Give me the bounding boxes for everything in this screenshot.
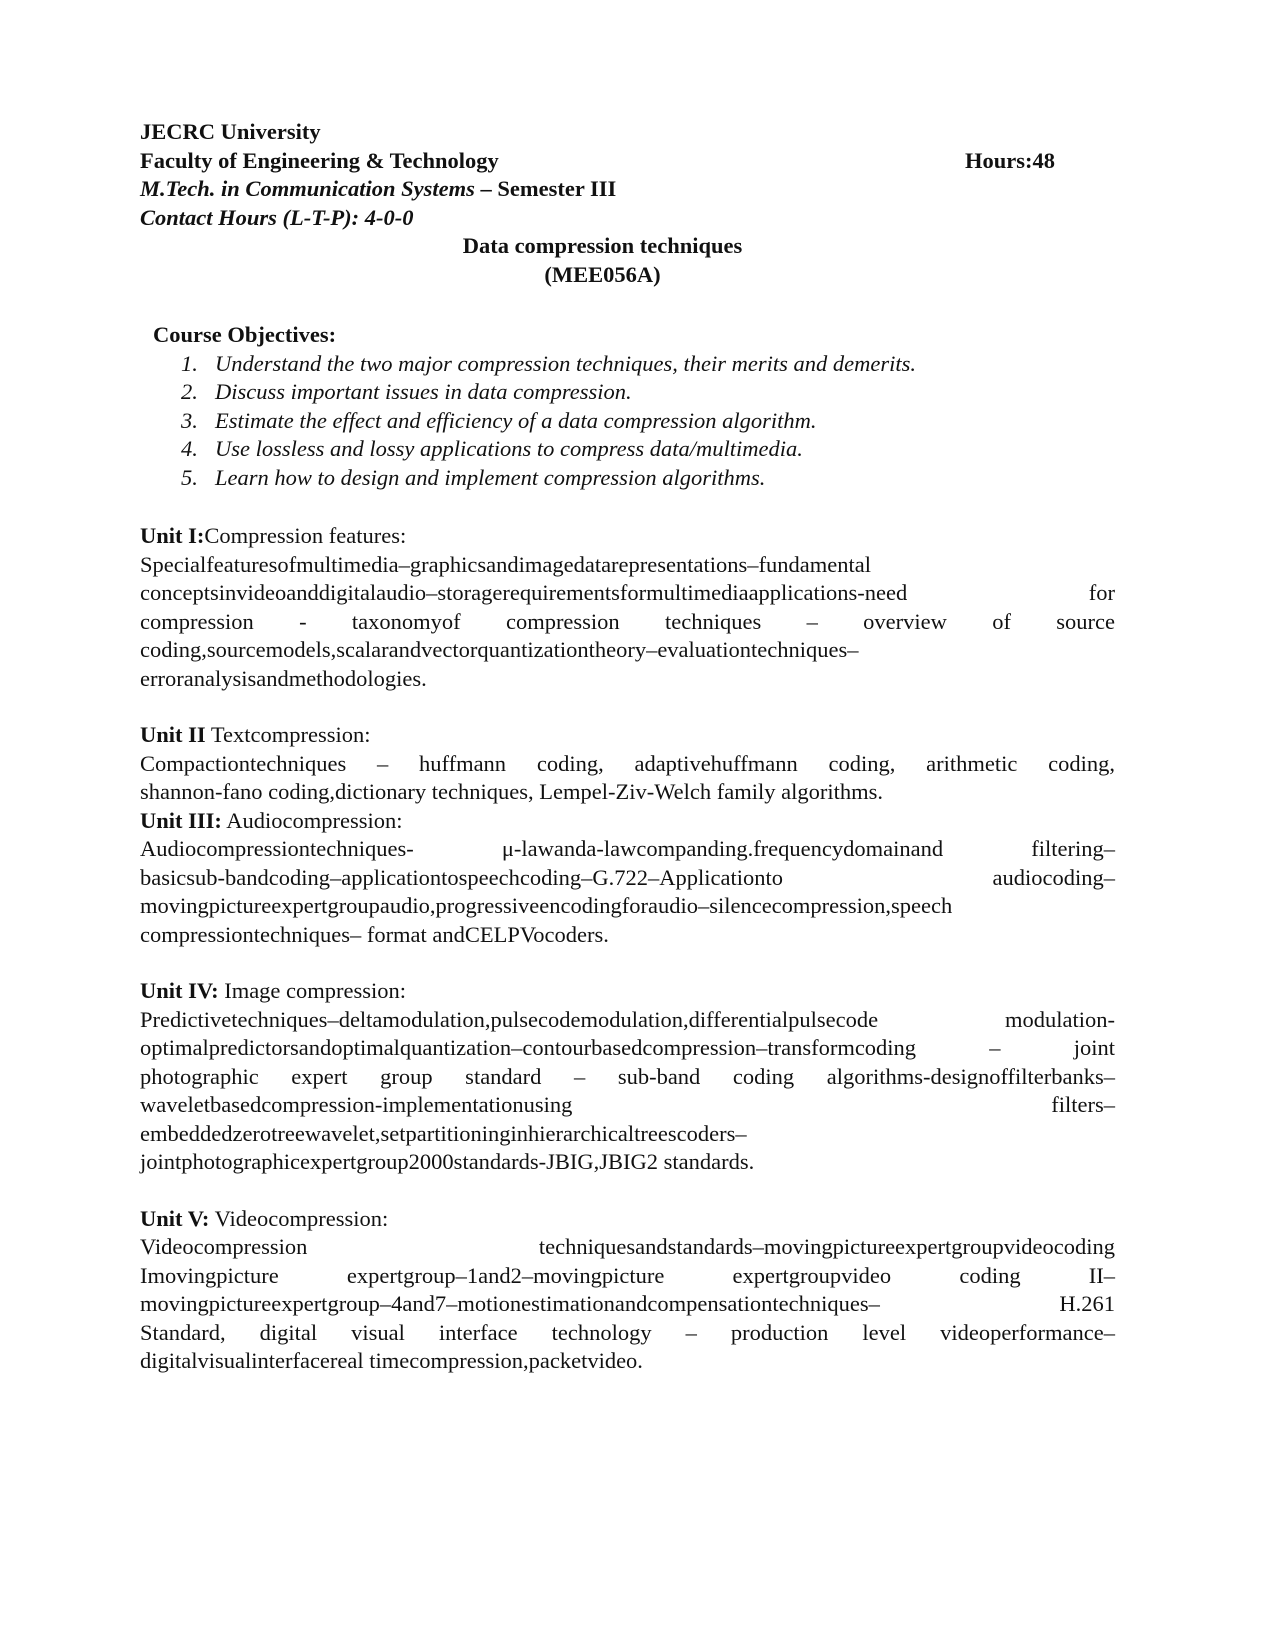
unit-label: Unit III: (140, 807, 222, 833)
objective-number: 2. (181, 379, 198, 404)
unit-line: digitalvisualinterfacereal timecompression,packetvideo. (140, 1348, 643, 1373)
unit-line: Imovingpicture expertgroup–1and2–movingpicture expertgroupvideo coding II– (140, 1262, 1115, 1288)
unit-label: Unit I: (140, 523, 205, 548)
unit-line: Specialfeaturesofmultimedia–graphicsandimagedatarepresentations–fundamental (140, 551, 871, 577)
faculty-name: Faculty of Engineering & Technology (140, 147, 499, 173)
objective-text: Discuss important issues in data compression. (215, 379, 632, 404)
objective-text: Learn how to design and implement compression algorithms. (215, 464, 766, 490)
unit-title: Image compression: (218, 978, 407, 1003)
unit-label: Unit II (140, 722, 206, 747)
objective-item (153, 435, 1115, 464)
unit-line: movingpictureexpertgroup–4and7–motionestimationandcompensationtechniques– H.261 (140, 1291, 1115, 1316)
objectives-list (153, 350, 1115, 493)
unit-3 (140, 807, 1115, 950)
unit-content (140, 1233, 1115, 1376)
unit-5 (140, 1205, 1115, 1376)
unit-line: movingpictureexpertgroupaudio,progressiveencodingforaudio–silencecompression,speech (140, 893, 953, 918)
unit-title: Audiocompression: (221, 807, 403, 833)
unit-line: Predictivetechniques–deltamodulation,pulsecodemodulation,differentialpulsecode modulation- (140, 1006, 1115, 1032)
objective-number: 3. (181, 407, 198, 433)
objective-text: Understand the two major compression techniques, their merits and demerits. (215, 350, 916, 376)
semester: – Semester III (474, 176, 617, 201)
unit-line: jointphotographicexpertgroup2000standards-JBIG,JBIG2 standards. (140, 1149, 755, 1174)
unit-line: embeddedzerotreewavelet,setpartitioninginhierarchicaltreescoders– (140, 1120, 747, 1146)
unit-line: compressiontechniques– format andCELPVocoders. (140, 921, 609, 947)
unit-line: compression - taxonomyof compression techniques – overview of source (140, 608, 1115, 634)
contact-hours: Contact Hours (L-T-P): 4-0-0 (140, 204, 414, 230)
objective-number: 5. (181, 464, 198, 490)
unit-title: Videocompression: (209, 1205, 389, 1231)
unit-label: Unit IV: (140, 978, 219, 1003)
unit-line: coding,sourcemodels,scalarandvectorquantizationtheory–evaluationtechniques– (140, 637, 859, 662)
objective-text: Use lossless and lossy applications to compress data/multimedia. (215, 436, 803, 461)
unit-4 (140, 977, 1115, 1177)
course-code: (MEE056A) (544, 261, 661, 287)
unit-line: photographic expert group standard – sub-band coding algorithms-designoffilterbanks– (140, 1063, 1115, 1089)
unit-label: Unit V: (140, 1205, 210, 1231)
unit-1 (140, 522, 1115, 693)
unit-content (140, 835, 1115, 949)
objective-item (153, 407, 1115, 436)
unit-heading (140, 522, 1115, 551)
unit-line: basicsub-bandcoding–applicationtospeechcoding–G.722–Applicationto audiocoding– (140, 864, 1115, 890)
program-line (140, 175, 1115, 204)
unit-line: Videocompression techniquesandstandards–movingpictureexpertgroupvideocoding (140, 1234, 1115, 1259)
objective-item (153, 350, 1115, 379)
syllabus-page (140, 118, 1115, 1376)
course-title: Data compression techniques (462, 233, 743, 258)
unit-2 (140, 721, 1115, 807)
unit-title: Compression features: (204, 523, 407, 548)
objective-text: Estimate the effect and efficiency of a data compression algorithm. (215, 407, 817, 433)
unit-line: waveletbasedcompression-implementationusing filters– (140, 1092, 1115, 1117)
objective-item (153, 464, 1115, 493)
faculty-line (140, 147, 1115, 176)
unit-content (140, 750, 1115, 807)
unit-line: shannon-fano coding,dictionary techniques, Lempel-Ziv-Welch family algorithms. (140, 779, 883, 804)
unit-title: Textcompression: (205, 722, 371, 747)
unit-heading (140, 1205, 1115, 1234)
unit-content (140, 551, 1115, 694)
objective-item (153, 378, 1115, 407)
unit-line: conceptsinvideoanddigitalaudio–storagerequirementsformultimediaapplications-need for (140, 580, 1115, 605)
objectives-title: Course Objectives: (153, 322, 337, 347)
program-name: M.Tech. in Communication Systems (140, 176, 475, 201)
objective-number: 4. (181, 436, 198, 461)
unit-line: Audiocompressiontechniques- μ-lawanda-lawcompanding.frequencydomainand filtering– (140, 836, 1115, 861)
unit-line: Compactiontechniques – huffmann coding, adaptivehuffmann coding, arithmetic coding, (140, 750, 1115, 776)
unit-content (140, 1006, 1115, 1177)
unit-heading (140, 807, 1115, 836)
objective-number: 1. (181, 350, 198, 376)
unit-line: erroranalysisandmethodologies. (140, 665, 427, 691)
unit-heading (140, 977, 1115, 1006)
unit-line: optimalpredictorsandoptimalquantization–contourbasedcompression–transformcoding – joint (140, 1035, 1115, 1060)
course-hours: Hours:48 (965, 147, 1055, 173)
university-name: JECRC University (140, 119, 321, 144)
unit-heading (140, 721, 1115, 750)
course-objectives (140, 321, 1115, 492)
unit-line: Standard, digital visual interface technology – production level videoperformance– (140, 1319, 1115, 1345)
